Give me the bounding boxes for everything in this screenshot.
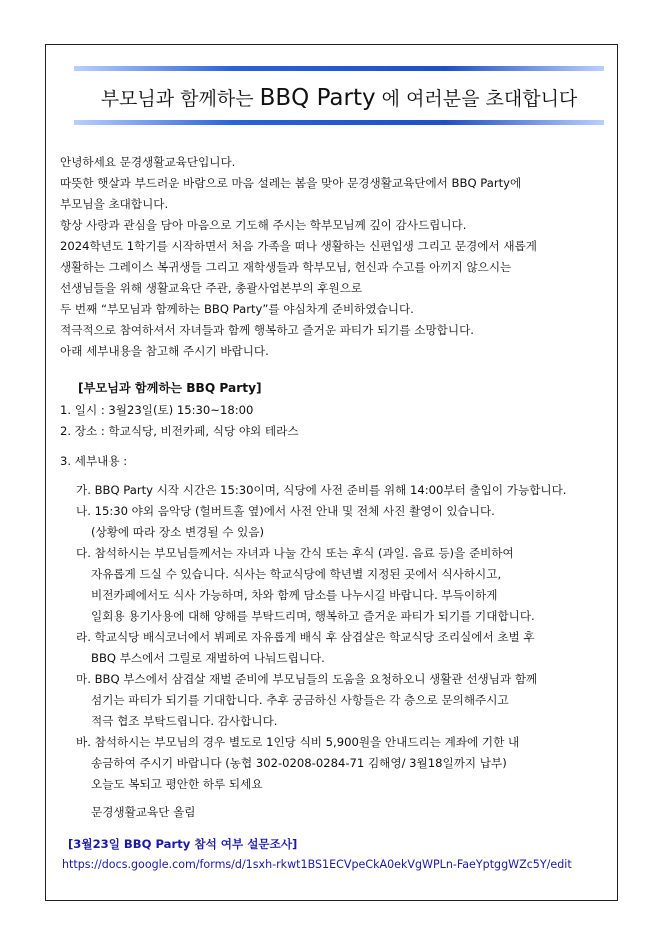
signature: 문경생활교육단 올림 [91, 805, 196, 819]
intro-line: 항상 사랑과 관심을 담아 마음으로 기도해 주시는 학부모님께 깊이 감사드립니다. [60, 218, 467, 232]
detail-line: 자유롭게 드실 수 있습니다. 식사는 학교식당에 학년별 지정된 곳에서 식사하시고, [91, 567, 502, 581]
title-part-2: BBQ Party [259, 85, 376, 111]
detail-line: 적극 협조 부탁드립니다. 감사합니다. [91, 714, 278, 728]
title-part-1: 부모님과 함께하는 [100, 88, 254, 110]
intro-line: 2024학년도 1학기를 시작하면서 처음 가족을 떠나 생활하는 신편입생 그리고 문경에서 새롭게 [60, 239, 537, 253]
intro-line: 선생님들을 위해 생활교육단 주관, 총괄사업본부의 후원으로 [60, 281, 363, 295]
detail-line: 섬기는 파티가 되기를 기대합니다. 추후 궁금하신 사항들은 각 층으로 문의해주시고 [91, 693, 509, 707]
detail-line: 나. 15:30 야외 음악당 (헐버트홀 옆)에서 사전 안내 및 전체 사진 촬영이 있습니다. [76, 504, 495, 518]
detail-line: 다. 참석하시는 부모님들께서는 자녀과 나눌 간식 또는 후식 (과일. 음료 등)을 준비하여 [76, 546, 514, 560]
title-part-3: 에 여러분을 초대합니다 [381, 88, 578, 110]
survey-title: [3월23일 BBQ Party 참석 여부 설문조사] [68, 837, 298, 851]
document-border [45, 44, 618, 901]
intro-line: 부모님을 초대합니다. [60, 197, 169, 211]
detail-line: 가. BBQ Party 시작 시간은 15:30이며, 식당에 사전 준비를 위해 14:00부터 출입이 가능합니다. [76, 483, 567, 497]
intro-line: 생활하는 그레이스 복귀생들 그리고 재학생들과 학부모님, 헌신과 수고를 아끼지 않으시는 [60, 260, 512, 274]
intro-line: 적극적으로 참여하셔서 자녀들과 함께 행복하고 즐거운 파티가 되기를 소망합니다. [60, 323, 474, 337]
detail-line: BBQ 부스에서 그릴로 재벌하여 나눠드립니다. [91, 651, 325, 665]
detail-line: 송금하여 주시기 바랍니다 (농협 302-0208-0284-71 김해영/ 3월18일까지 납부) [91, 756, 507, 770]
detail-line: 비전카페에서도 식사 가능하며, 차와 함께 담소를 나누시길 바랍니다. 부득이하게 [91, 588, 498, 602]
title-band-bottom [74, 120, 604, 125]
title-band-top [74, 66, 604, 71]
intro-line: 따뜻한 햇살과 부드러운 바람으로 마음 설레는 봄을 맞아 문경생활교육단에서 BBQ Party에 [60, 176, 522, 190]
intro-line: 아래 세부내용을 참고해 주시기 바랍니다. [60, 344, 269, 358]
detail-line: 오늘도 복되고 평안한 하루 되세요 [91, 777, 263, 791]
item-details-heading: 3. 세부내용 : [60, 454, 128, 468]
detail-line: 바. 참석하시는 부모님의 경우 별도로 1인당 식비 5,900원을 안내드리는 계좌에 기한 내 [76, 735, 520, 749]
page-title [74, 84, 604, 113]
detail-line: (상황에 따라 장소 변경될 수 있음) [91, 525, 265, 539]
survey-link[interactable]: https://docs.google.com/forms/d/1sxh-rkwt1BS1ECVpeCkA0ekVgWPLn-FaeYptggWZc5Y/edit [62, 858, 572, 871]
intro-line: 두 번째 “부모님과 함께하는 BBQ Party”를 야심차게 준비하였습니다. [60, 302, 414, 316]
item-place: 2. 장소 : 학교식당, 비전카페, 식당 야외 테라스 [60, 424, 299, 438]
detail-line: 마. BBQ 부스에서 삼겹살 재벌 준비에 부모님들의 도움을 요청하오니 생활관 선생님과 함께 [76, 672, 538, 686]
section-title: [부모님과 함께하는 BBQ Party] [78, 381, 262, 395]
intro-line: 안녕하세요 문경생활교육단입니다. [60, 155, 236, 169]
item-date: 1. 일시 : 3월23일(토) 15:30~18:00 [60, 403, 254, 417]
detail-line: 라. 학교식당 배식코너에서 뷔페로 자유롭게 배식 후 삼겹살은 학교식당 조리실에서 초벌 후 [76, 630, 535, 644]
detail-line: 일회용 용기사용에 대해 양해를 부탁드리며, 행복하고 즐거운 파티가 되기를 기대합니다. [91, 609, 535, 623]
